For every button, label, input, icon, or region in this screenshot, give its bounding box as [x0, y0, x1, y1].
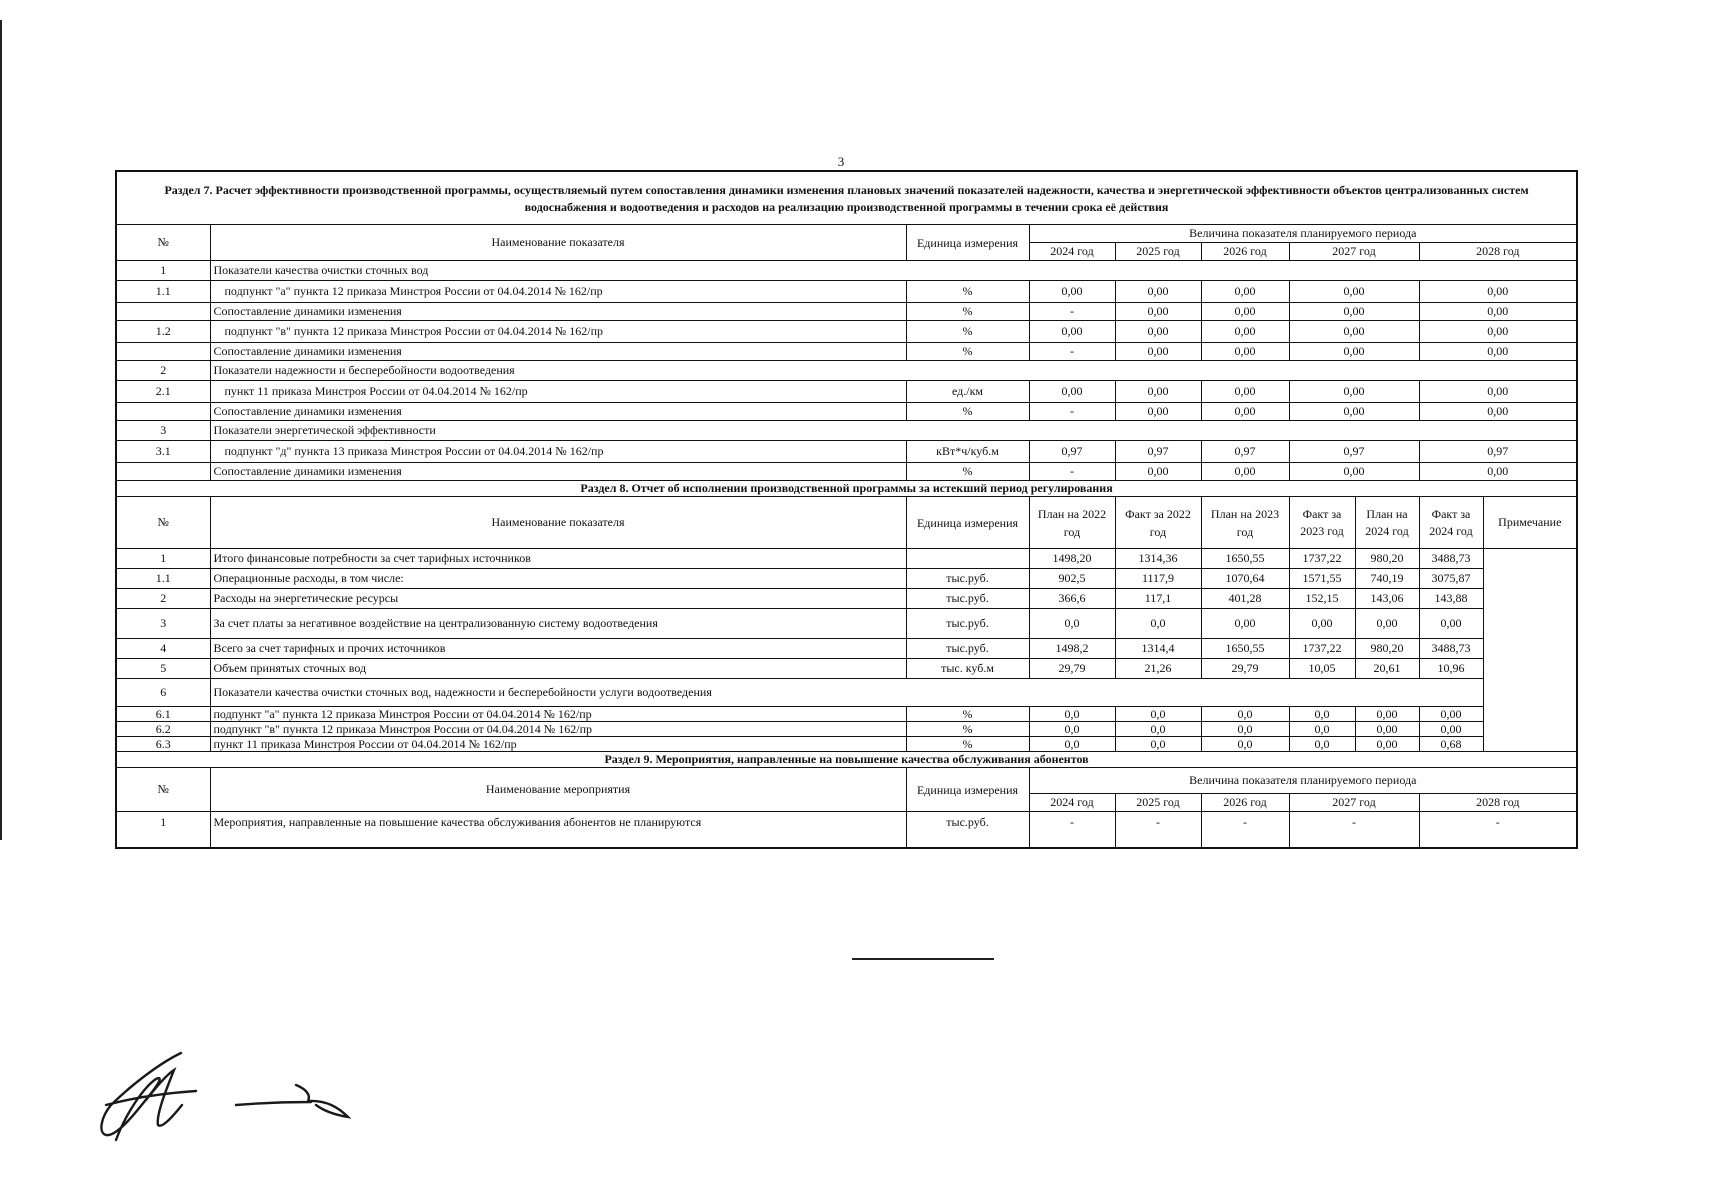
value-2026: 0,00 [1201, 281, 1289, 303]
value-cell: 143,06 [1355, 589, 1419, 609]
value-cell: 1498,2 [1029, 639, 1115, 659]
section7-year-2024: 2024 год [1029, 243, 1115, 261]
value-cell: 366,6 [1029, 589, 1115, 609]
section8-row [116, 707, 1577, 722]
section7-row [116, 343, 1577, 361]
row-number: 6.1 [116, 707, 210, 722]
section9-year-2028: 2028 год [1419, 794, 1577, 812]
value-2026: 0,97 [1201, 441, 1289, 463]
section8-row [116, 679, 1577, 707]
row-number: 2.1 [116, 381, 210, 403]
value-cell: 0,0 [1201, 737, 1289, 752]
value-cell: 1314,36 [1115, 549, 1201, 569]
row-number: 2 [116, 361, 210, 381]
value-cell: 0,00 [1419, 609, 1483, 639]
indicator-name: Всего за счет тарифных и прочих источников [210, 639, 906, 659]
value-cell: 401,28 [1201, 589, 1289, 609]
scan-edge-line [0, 20, 2, 840]
row-number [116, 303, 210, 321]
value-2026: 0,00 [1201, 303, 1289, 321]
indicator-name: подпункт "в" пункта 12 приказа Минстроя России от 04.04.2014 № 162/пр [210, 321, 906, 343]
section7-title: Раздел 7. Расчет эффективности производственной программы, осуществляемый путем сопоставления динамики изменения плановых значений показателей надежности, качества и энергетической эффективности объектов централизованных систем водоснабжения и водоотведения и расходов на реализацию производственной программы в течении срока её действия [116, 171, 1577, 225]
section7-year-2025: 2025 год [1115, 243, 1201, 261]
section7-row [116, 361, 1577, 381]
section9-col-period: Величина показателя планируемого периода [1029, 768, 1577, 794]
value-2028: 0,00 [1419, 321, 1577, 343]
section8-title: Раздел 8. Отчет об исполнении производственной программы за истекший период регулирования [116, 481, 1577, 497]
value-cell: 29,79 [1029, 659, 1115, 679]
unit-cell: % [906, 737, 1029, 752]
value-cell: 10,05 [1289, 659, 1355, 679]
footer-line [852, 958, 994, 960]
indicator-name: пункт 11 приказа Минстроя России от 04.04.2014 № 162/пр [210, 381, 906, 403]
unit-cell: % [906, 403, 1029, 421]
unit-cell: % [906, 281, 1029, 303]
value-2025: - [1115, 812, 1201, 848]
value-2026: 0,00 [1201, 463, 1289, 481]
section7-row [116, 281, 1577, 303]
value-cell: 740,19 [1355, 569, 1419, 589]
value-cell: 0,0 [1289, 722, 1355, 737]
value-2024: 0,00 [1029, 381, 1115, 403]
value-cell: 980,20 [1355, 639, 1419, 659]
value-2027: 0,00 [1289, 303, 1419, 321]
section8-row [116, 549, 1577, 569]
value-2027: 0,00 [1289, 463, 1419, 481]
unit-cell: % [906, 303, 1029, 321]
indicator-name: Сопоставление динамики изменения [210, 463, 906, 481]
indicator-name: подпункт "а" пункта 12 приказа Минстроя России от 04.04.2014 № 162/пр [210, 281, 906, 303]
value-2027: 0,00 [1289, 403, 1419, 421]
section8-col-plan-2022: План на 2022 год [1029, 497, 1115, 549]
value-cell: 1571,55 [1289, 569, 1355, 589]
section9-year-2025: 2025 год [1115, 794, 1201, 812]
section8-col-note: Примечание [1483, 497, 1577, 549]
value-2028: 0,00 [1419, 281, 1577, 303]
section9-year-2024: 2024 год [1029, 794, 1115, 812]
row-number: 6.3 [116, 737, 210, 752]
value-2025: 0,00 [1115, 321, 1201, 343]
row-number: 2 [116, 589, 210, 609]
unit-cell: тыс.руб. [906, 589, 1029, 609]
handwritten-signature [86, 1045, 356, 1150]
section7-row [116, 381, 1577, 403]
indicator-name: Объем принятых сточных вод [210, 659, 906, 679]
value-2027: - [1289, 812, 1419, 848]
section8-row [116, 569, 1577, 589]
section7-row [116, 321, 1577, 343]
row-number: 3 [116, 609, 210, 639]
section8-title-row [116, 481, 1577, 497]
value-cell: 0,0 [1201, 707, 1289, 722]
section8-col-no: № [116, 497, 210, 549]
value-cell: 1070,64 [1201, 569, 1289, 589]
value-2024: - [1029, 343, 1115, 361]
section7-title-row [116, 171, 1577, 225]
row-number: 6.2 [116, 722, 210, 737]
main-table [115, 170, 1578, 849]
page-number: 3 [837, 154, 845, 169]
group-name: Показатели энергетической эффективности [210, 421, 1577, 441]
value-cell: 1650,55 [1201, 639, 1289, 659]
value-2027: 0,00 [1289, 281, 1419, 303]
section9-title: Раздел 9. Мероприятия, направленные на повышение качества обслуживания абонентов [116, 752, 1577, 768]
unit-cell: % [906, 722, 1029, 737]
value-2028: 0,00 [1419, 403, 1577, 421]
value-cell: 0,0 [1029, 707, 1115, 722]
indicator-name: подпункт "д" пункта 13 приказа Минстроя России от 04.04.2014 № 162/пр [210, 441, 906, 463]
row-number [116, 463, 210, 481]
value-cell: 1737,22 [1289, 549, 1355, 569]
unit-cell: ед./км [906, 381, 1029, 403]
value-cell: 0,0 [1115, 722, 1201, 737]
value-2028: 0,00 [1419, 303, 1577, 321]
value-cell: 1737,22 [1289, 639, 1355, 659]
value-2025: 0,97 [1115, 441, 1201, 463]
section8-col-fact-2023: Факт за 2023 год [1289, 497, 1355, 549]
section9-col-no: № [116, 768, 210, 812]
unit-cell: кВт*ч/куб.м [906, 441, 1029, 463]
row-number: 4 [116, 639, 210, 659]
indicator-name: Сопоставление динамики изменения [210, 303, 906, 321]
value-cell: 0,0 [1029, 737, 1115, 752]
value-2026: - [1201, 812, 1289, 848]
indicator-name: подпункт "в" пункта 12 приказа Минстроя России от 04.04.2014 № 162/пр [210, 722, 906, 737]
value-cell: 20,61 [1355, 659, 1419, 679]
value-2024: - [1029, 403, 1115, 421]
section9-row [116, 812, 1577, 848]
indicator-name: Операционные расходы, в том числе: [210, 569, 906, 589]
section9-header-row [116, 768, 1577, 794]
measure-name: Мероприятия, направленные на повышение качества обслуживания абонентов не планируются [210, 812, 906, 848]
value-cell: 143,88 [1419, 589, 1483, 609]
section7-year-2027: 2027 год [1289, 243, 1419, 261]
group-name: Показатели качества очистки сточных вод, надежности и бесперебойности услуги водоотведения [210, 679, 1483, 707]
row-number: 1 [116, 812, 210, 848]
section7-col-unit: Единица измерения [906, 225, 1029, 261]
value-cell: 0,0 [1289, 707, 1355, 722]
indicator-name: Сопоставление динамики изменения [210, 403, 906, 421]
value-2028: 0,00 [1419, 381, 1577, 403]
section8-col-unit: Единица измерения [906, 497, 1029, 549]
value-2027: 0,00 [1289, 381, 1419, 403]
row-number: 5 [116, 659, 210, 679]
section7-row [116, 303, 1577, 321]
value-cell: 1117,9 [1115, 569, 1201, 589]
value-2028: - [1419, 812, 1577, 848]
unit-cell: тыс.руб. [906, 639, 1029, 659]
value-2025: 0,00 [1115, 403, 1201, 421]
section7-col-period: Величина показателя планируемого периода [1029, 225, 1577, 243]
value-2026: 0,00 [1201, 403, 1289, 421]
indicator-name: подпункт "а" пункта 12 приказа Минстроя России от 04.04.2014 № 162/пр [210, 707, 906, 722]
section7-row [116, 403, 1577, 421]
row-number: 3 [116, 421, 210, 441]
row-number: 1 [116, 549, 210, 569]
section7-row [116, 261, 1577, 281]
value-2024: - [1029, 303, 1115, 321]
unit-cell [906, 549, 1029, 569]
section7-row [116, 421, 1577, 441]
value-cell: 0,00 [1289, 609, 1355, 639]
document-frame [115, 170, 1576, 849]
value-2024: 0,00 [1029, 281, 1115, 303]
section8-row [116, 737, 1577, 752]
section8-row [116, 722, 1577, 737]
value-2028: 0,00 [1419, 463, 1577, 481]
section7-year-2026: 2026 год [1201, 243, 1289, 261]
value-cell: 0,0 [1115, 609, 1201, 639]
section8-col-plan-2023: План на 2023 год [1201, 497, 1289, 549]
section8-col-name: Наименование показателя [210, 497, 906, 549]
indicator-name: Сопоставление динамики изменения [210, 343, 906, 361]
value-cell: 980,20 [1355, 549, 1419, 569]
value-2024: 0,97 [1029, 441, 1115, 463]
section8-row [116, 659, 1577, 679]
value-cell: 21,26 [1115, 659, 1201, 679]
value-cell: 0,00 [1355, 722, 1419, 737]
value-2024: 0,00 [1029, 321, 1115, 343]
section9-col-unit: Единица измерения [906, 768, 1029, 812]
section9-year-2026: 2026 год [1201, 794, 1289, 812]
value-cell: 0,00 [1355, 737, 1419, 752]
section9-col-name: Наименование мероприятия [210, 768, 906, 812]
value-cell: 3075,87 [1419, 569, 1483, 589]
value-2025: 0,00 [1115, 381, 1201, 403]
unit-cell: тыс. куб.м [906, 659, 1029, 679]
value-cell: 0,00 [1419, 707, 1483, 722]
row-number [116, 343, 210, 361]
value-cell: 0,0 [1029, 609, 1115, 639]
value-cell: 10,96 [1419, 659, 1483, 679]
section7-col-no: № [116, 225, 210, 261]
value-cell: 0,0 [1201, 722, 1289, 737]
row-number: 1 [116, 261, 210, 281]
section8-row [116, 589, 1577, 609]
value-cell: 1314,4 [1115, 639, 1201, 659]
section9-title-row [116, 752, 1577, 768]
unit-cell: тыс.руб. [906, 812, 1029, 848]
value-cell: 1650,55 [1201, 549, 1289, 569]
value-2025: 0,00 [1115, 463, 1201, 481]
section9-year-2027: 2027 год [1289, 794, 1419, 812]
group-name: Показатели качества очистки сточных вод [210, 261, 1577, 281]
value-cell: 0,0 [1289, 737, 1355, 752]
section8-header-row [116, 497, 1577, 549]
section8-col-plan-2024: План на 2024 год [1355, 497, 1419, 549]
value-cell: 1498,20 [1029, 549, 1115, 569]
main-table-body [116, 171, 1577, 848]
value-2027: 0,00 [1289, 343, 1419, 361]
value-cell: 3488,73 [1419, 639, 1483, 659]
indicator-name: Итого финансовые потребности за счет тарифных источников [210, 549, 906, 569]
section7-year-2028: 2028 год [1419, 243, 1577, 261]
value-cell: 0,00 [1201, 609, 1289, 639]
value-2026: 0,00 [1201, 381, 1289, 403]
indicator-name: пункт 11 приказа Минстроя России от 04.04.2014 № 162/пр [210, 737, 906, 752]
row-number: 6 [116, 679, 210, 707]
value-2027: 0,97 [1289, 441, 1419, 463]
value-2024: - [1029, 463, 1115, 481]
unit-cell: % [906, 343, 1029, 361]
unit-cell: % [906, 463, 1029, 481]
value-cell: 29,79 [1201, 659, 1289, 679]
section8-col-fact-2022: Факт за 2022 год [1115, 497, 1201, 549]
value-2028: 0,97 [1419, 441, 1577, 463]
value-cell: 0,0 [1115, 707, 1201, 722]
section8-col-fact-2024: Факт за 2024 год [1419, 497, 1483, 549]
value-2025: 0,00 [1115, 303, 1201, 321]
row-number [116, 403, 210, 421]
section8-row [116, 639, 1577, 659]
row-number: 1.2 [116, 321, 210, 343]
value-2028: 0,00 [1419, 343, 1577, 361]
value-2025: 0,00 [1115, 343, 1201, 361]
value-2027: 0,00 [1289, 321, 1419, 343]
value-cell: 117,1 [1115, 589, 1201, 609]
row-number: 1.1 [116, 569, 210, 589]
row-number: 3.1 [116, 441, 210, 463]
section7-header-row [116, 225, 1577, 243]
value-cell: 0,0 [1029, 722, 1115, 737]
value-cell: 0,68 [1419, 737, 1483, 752]
group-name: Показатели надежности и бесперебойности водоотведения [210, 361, 1577, 381]
value-cell: 0,00 [1355, 707, 1419, 722]
section7-row [116, 441, 1577, 463]
row-number: 1.1 [116, 281, 210, 303]
unit-cell: тыс.руб. [906, 609, 1029, 639]
value-cell: 902,5 [1029, 569, 1115, 589]
value-2026: 0,00 [1201, 343, 1289, 361]
section7-row [116, 463, 1577, 481]
unit-cell: % [906, 707, 1029, 722]
value-cell: 0,00 [1355, 609, 1419, 639]
value-2025: 0,00 [1115, 281, 1201, 303]
value-2024: - [1029, 812, 1115, 848]
note-cell [1483, 549, 1577, 752]
value-cell: 0,00 [1419, 722, 1483, 737]
unit-cell: тыс.руб. [906, 569, 1029, 589]
unit-cell: % [906, 321, 1029, 343]
indicator-name: За счет платы за негативное воздействие на централизованную систему водоотведения [210, 609, 906, 639]
indicator-name: Расходы на энергетические ресурсы [210, 589, 906, 609]
value-cell: 0,0 [1115, 737, 1201, 752]
section7-col-name: Наименование показателя [210, 225, 906, 261]
value-2026: 0,00 [1201, 321, 1289, 343]
section8-row [116, 609, 1577, 639]
value-cell: 152,15 [1289, 589, 1355, 609]
value-cell: 3488,73 [1419, 549, 1483, 569]
